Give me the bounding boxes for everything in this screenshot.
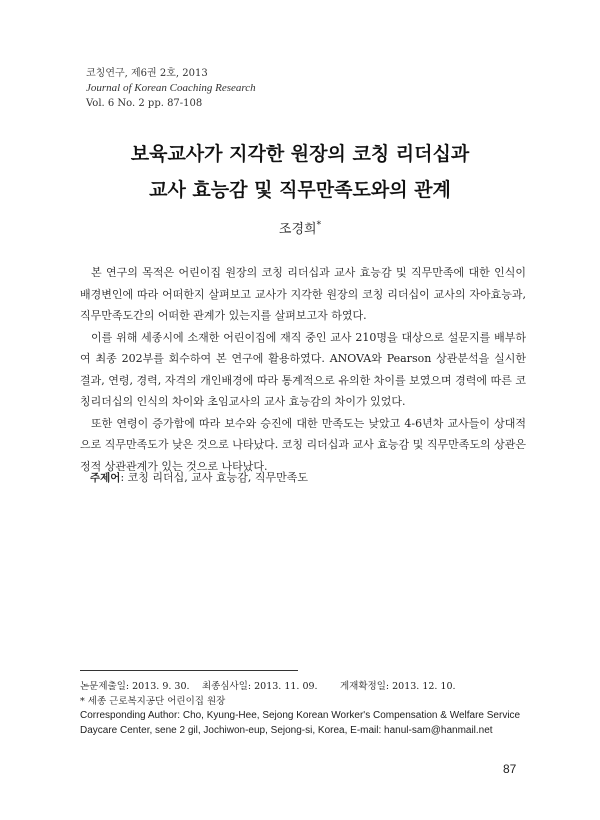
footnote-divider: [80, 670, 298, 671]
footnotes: [80, 680, 526, 738]
keywords-label: 주제어: [90, 472, 121, 484]
journal-issue-korean: 코칭연구, 제6권 2호, 2013: [86, 68, 208, 79]
journal-name-english: Journal of Korean Coaching Research: [86, 82, 256, 94]
journal-volume-pages: Vol. 6 No. 2 pp. 87-108: [86, 98, 203, 109]
abstract-paragraph-1: 본 연구의 목적은 어린이집 원장의 코칭 리더십과 교사 효능감 및 직무만족에 대한 인식이 배경변인에 따라 어떠한지 살펴보고 교사가 지각한 원장의 코칭 리더십이 교사의 자아효능과, 직무만족도간의 어떠한 관계가 있는지를 살펴보고자 하였다.: [80, 266, 526, 322]
keywords: [90, 469, 308, 485]
submitted-date: 논문제출일: 2013. 9. 30.: [80, 681, 190, 692]
abstract-paragraph-2: 이를 위해 세종시에 소재한 어린이집에 재직 중인 교사 210명을 대상으로 설문지를 배부하여 최종 202부를 회수하여 본 연구에 활용하였다. ANOVA와 Pearson 상관분석을 실시한 결과, 연령, 경력, 자격의 개인배경에 따라 통계적으로 유의한 차이를 보였으며 경력에 따른 코칭리더십의 인식의 차이와 초임교사의 교사 효능감의 차이가 있었다.: [80, 330, 526, 408]
paper-title: [0, 136, 600, 208]
footnote-dates: [80, 680, 526, 695]
abstract-paragraph-3: 또한 연령이 증가함에 따라 보수와 승진에 대한 만족도는 낮았고 4-6년차 교사들이 상대적으로 직무만족도가 낮은 것으로 나타났다. 코칭 리더십과 교사 효능감 및 직무만족도의 상관은 정적 상관관계가 있는 것으로 나타났다.: [80, 416, 526, 473]
author-footnote-mark: *: [316, 220, 322, 231]
abstract: [80, 262, 526, 477]
corresponding-author-line-1: Corresponding Author: Cho, Kyung-Hee, Sejong Korean Worker's Compensation & Welfare Service: [80, 710, 521, 721]
author-name: 조경희: [278, 222, 317, 237]
author: [0, 218, 600, 237]
keywords-text: : 코칭 리더십, 교사 효능감, 직무만족도: [120, 471, 309, 484]
author-affiliation: * 세종 근로복지공단 어린이집 원장: [80, 695, 226, 707]
title-line-2: 교사 효능감 및 직무만족도와의 관계: [149, 179, 451, 201]
page-number: 87: [503, 762, 517, 776]
title-line-1: 보육교사가 지각한 원장의 코칭 리더십과: [130, 143, 470, 165]
accepted-date: 게재확정일: 2013. 12. 10.: [340, 681, 456, 692]
corresponding-author-line-2: Daycare Center, sene 2 gil, Jochiwon-eup, Sejong-si, Korea, E-mail: hanul-sam@hanmail.net: [80, 724, 493, 736]
journal-header: [86, 66, 256, 111]
reviewed-date: 최종심사일: 2013. 11. 09.: [202, 681, 318, 692]
